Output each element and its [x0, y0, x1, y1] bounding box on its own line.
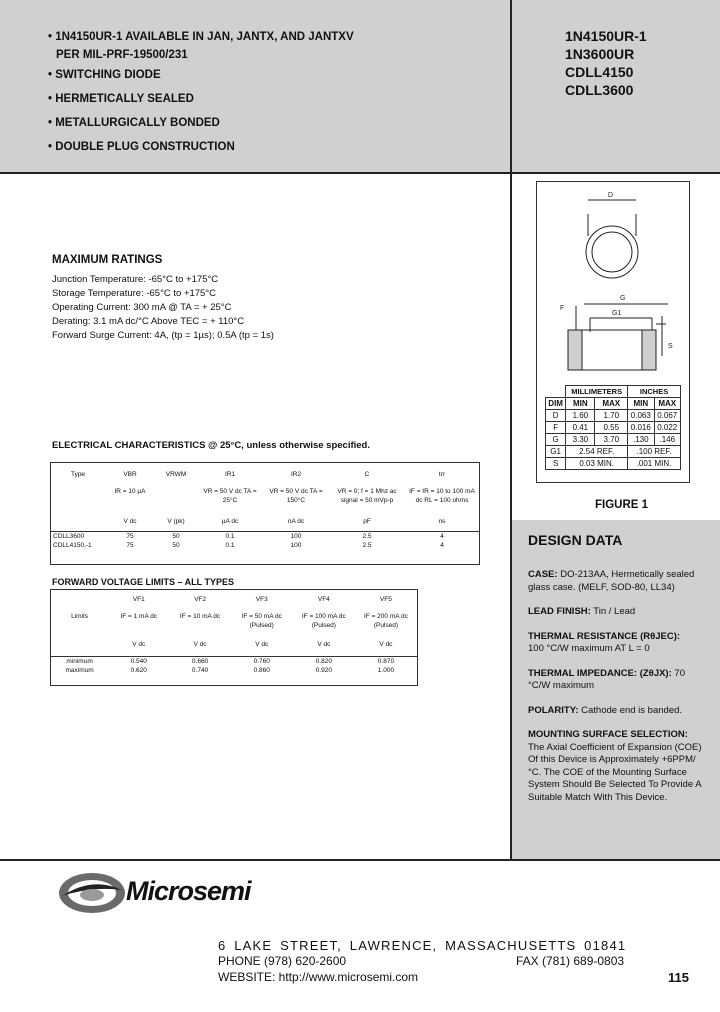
cell: 4 — [440, 532, 444, 540]
diode-end-view — [586, 226, 638, 278]
cell: 50 — [172, 532, 180, 540]
col-header: MAX — [595, 398, 628, 410]
col-header: VF1 — [132, 596, 145, 603]
forward-table — [51, 595, 417, 675]
col-header: trr — [438, 471, 446, 478]
rating-line: Operating Current: 300 mA @ TA = + 25°C — [52, 302, 232, 313]
cond-cell: IF = 100 mA dc (Pulsed) — [301, 613, 346, 629]
cell: F — [546, 422, 566, 434]
col-header: VF3 — [255, 596, 268, 603]
phone: PHONE (978) 620-2600 — [218, 954, 347, 968]
rating-line: Derating: 3.1 mA dc/°C Above TEC = + 110°C — [52, 316, 245, 327]
cond-cell: IF = IR = 10 to 100 mA dc RL = 100 ohms — [409, 488, 475, 504]
diode-end-cap — [568, 330, 582, 370]
design-item-mounting — [528, 729, 704, 804]
table-row — [51, 666, 417, 675]
table-row — [546, 398, 681, 410]
unit-cell: V dc — [123, 518, 137, 525]
table-row — [51, 604, 417, 634]
cell: .100 REF. — [628, 446, 681, 458]
cell: 0.016 — [628, 422, 654, 434]
cell: .146 — [654, 434, 680, 446]
cond-cell: VR = 50 V dc TA = 150°C — [269, 488, 323, 504]
footer-top-rule — [0, 859, 720, 861]
cell: 2.5 — [362, 532, 372, 540]
cell: 100 — [290, 532, 302, 540]
cond-cell: VR = 50 V dc TA = 25°C — [203, 488, 257, 504]
feature-item: • DOUBLE PLUG CONSTRUCTION — [48, 141, 235, 153]
table-row — [546, 458, 681, 470]
cell — [546, 386, 566, 398]
cond-cell: IR = 10 µA — [114, 488, 146, 495]
cond-cell — [51, 479, 105, 511]
cell: 2.54 REF. — [566, 446, 628, 458]
part-number: 1N3600UR — [565, 46, 635, 62]
part-number: 1N4150UR-1 — [565, 28, 647, 44]
group-header: INCHES — [628, 386, 681, 398]
electrical-table — [51, 470, 479, 550]
table-row — [546, 422, 681, 434]
design-label: THERMAL RESISTANCE (RθJEC): — [528, 630, 681, 642]
cond-cell — [155, 479, 197, 511]
cell: 2.5 — [362, 541, 372, 549]
table-row — [51, 470, 479, 479]
design-text: DO-213AA, Hermetically sealed glass case. (MELF, SOD-80, LL34) — [528, 569, 695, 593]
col-header: VRWM — [165, 471, 187, 478]
col-header — [51, 595, 108, 604]
col-header: MIN — [628, 398, 654, 410]
website[interactable]: WEBSITE: http://www.microsemi.com — [218, 970, 419, 984]
microsemi-logo-icon — [56, 868, 128, 918]
col-header: VF5 — [379, 596, 392, 603]
cell: 50 — [172, 541, 180, 549]
design-text: Cathode end is banded. — [581, 704, 683, 716]
col-header: VBR — [123, 471, 137, 478]
max-ratings-title: MAXIMUM RATINGS — [52, 254, 163, 266]
table-row — [546, 410, 681, 422]
feature-list — [48, 27, 498, 159]
cell: .130 — [628, 434, 654, 446]
design-label: CASE: — [528, 569, 558, 580]
unit-cell: ns — [438, 518, 446, 525]
cond-cell: Limits — [71, 613, 89, 620]
table-row — [51, 656, 417, 666]
design-text: 100 °C/W maximum AT L = 0 — [528, 643, 650, 654]
unit-cell: V dc — [193, 641, 207, 648]
cell: G1 — [546, 446, 566, 458]
design-item-lead-finish — [528, 606, 704, 619]
cell: minimum — [66, 657, 93, 665]
design-label: LEAD FINISH: — [528, 606, 591, 617]
label-s: S — [668, 343, 673, 350]
fax: FAX (781) 689-0803 — [516, 954, 625, 968]
group-header: MILLIMETERS — [566, 386, 628, 398]
design-item-thermal-resistance — [528, 631, 704, 656]
col-header: VF4 — [317, 596, 330, 603]
feature-item: • SWITCHING DIODE — [48, 69, 161, 81]
design-item-case — [528, 569, 704, 594]
cell: CDLL4150,-1 — [53, 541, 92, 549]
table-row — [51, 595, 417, 604]
cond-cell: IF = 50 mA dc (Pulsed) — [241, 613, 282, 629]
design-item-polarity — [528, 705, 704, 718]
rating-line: Storage Temperature: -65°C to +175°C — [52, 288, 217, 299]
table-row — [51, 634, 417, 656]
cell: 0.920 — [315, 666, 332, 674]
cell: 0.1 — [225, 532, 235, 540]
header-bottom-rule — [0, 172, 720, 174]
col-header: MIN — [566, 398, 595, 410]
part-number: CDLL3600 — [565, 82, 634, 98]
cell: 1.000 — [377, 666, 395, 674]
cell: 1.60 — [566, 410, 595, 422]
table-row — [51, 479, 479, 511]
rating-line: Junction Temperature: -65°C to +175°C — [52, 274, 219, 285]
rating-line: Forward Surge Current: 4A, (tp = 1µs); 0.5A (tp = 1s) — [52, 330, 274, 341]
cell: D — [546, 410, 566, 422]
design-item-thermal-impedance — [528, 668, 704, 693]
page-number: 115 — [668, 970, 689, 985]
cond-cell: IF = 10 mA dc — [179, 613, 221, 620]
cell: 4 — [440, 541, 444, 549]
cell: 0.620 — [130, 666, 147, 674]
cell: G — [546, 434, 566, 446]
cell: 0.022 — [654, 422, 680, 434]
cell: 0.03 MIN. — [566, 458, 628, 470]
cell: 0.1 — [225, 541, 235, 549]
cell: 3.70 — [595, 434, 628, 446]
table-row — [51, 541, 479, 550]
cell: 0.660 — [191, 657, 209, 665]
max-ratings-lines — [52, 273, 472, 343]
electrical-title: ELECTRICAL CHARACTERISTICS @ 25°C, unless otherwise specified. — [52, 440, 370, 451]
unit-cell: V dc — [255, 641, 269, 648]
table-row — [51, 511, 479, 531]
microsemi-logo-text: Microsemi — [126, 876, 251, 906]
feature-item: PER MIL-PRF-19500/231 — [56, 49, 188, 61]
design-text: Tin / Lead — [593, 606, 636, 617]
design-text: The Axial Coefficient of Expansion (COE) Of this Device is Approximately +6PPM/°C. The COE of the Mounting Surface System Should Be Selected To Provide A Suitable Match With This Device. — [528, 741, 702, 803]
unit-cell: nA dc — [287, 518, 305, 525]
col-header: C — [364, 471, 370, 478]
cell: 0.760 — [253, 657, 270, 665]
col-header: MAX — [654, 398, 680, 410]
unit-cell: V (pk) — [167, 518, 185, 525]
label-f: F — [560, 305, 565, 312]
feature-item: • METALLURGICALLY BONDED — [48, 117, 220, 129]
design-label: THERMAL IMPEDANCE: (ZθJX): — [528, 667, 672, 679]
cell: 100 — [290, 541, 302, 549]
cell: 0.41 — [566, 422, 595, 434]
address: 6 LAKE STREET, LAWRENCE, MASSACHUSETTS 01841 — [218, 938, 627, 953]
cell: 3.30 — [566, 434, 595, 446]
unit-cell: µA dc — [221, 518, 239, 525]
cell: S — [546, 458, 566, 470]
label-g: G — [620, 295, 626, 302]
col-header: IR1 — [224, 471, 236, 478]
cond-cell: VR = 0; f = 1 Mhz ac signal = 50 mVp-p — [337, 488, 397, 504]
cell: .001 MIN. — [628, 458, 681, 470]
col-header: VF2 — [194, 596, 206, 603]
unit-cell: V dc — [379, 641, 393, 648]
cell: maximum — [65, 666, 94, 674]
cell: 0.55 — [595, 422, 628, 434]
cell: 0.860 — [253, 666, 270, 674]
unit-cell — [51, 634, 108, 656]
design-label: MOUNTING SURFACE SELECTION: — [528, 729, 688, 740]
label-g1: G1 — [612, 310, 622, 317]
table-row — [51, 531, 479, 541]
unit-cell: pF — [363, 518, 371, 525]
cell: 0.067 — [654, 410, 680, 422]
dimension-table — [545, 385, 681, 470]
cell: 0.540 — [130, 657, 147, 665]
diode-end-cap — [642, 330, 656, 370]
cell: 0.820 — [315, 657, 332, 665]
cond-cell: IF = 200 mA dc (Pulsed) — [363, 613, 408, 629]
feature-item: • 1N4150UR-1 AVAILABLE IN JAN, JANTX, AND JANTXV — [48, 31, 354, 43]
unit-cell: V dc — [132, 641, 146, 648]
cell: 0.740 — [191, 666, 209, 674]
design-data-list — [528, 569, 704, 816]
col-header: DIM — [546, 398, 566, 410]
cell: 75 — [126, 541, 134, 549]
unit-cell — [51, 511, 105, 531]
diode-drawing — [540, 186, 688, 382]
part-number-list — [565, 27, 715, 99]
cell: CDLL3600 — [53, 532, 85, 540]
design-label: POLARITY: — [528, 704, 579, 716]
table-row — [546, 446, 681, 458]
design-data-title: DESIGN DATA — [528, 532, 623, 548]
cell: 0.063 — [628, 410, 654, 422]
label-d: D — [608, 192, 614, 199]
column-divider — [510, 0, 512, 860]
diode-end-inner — [592, 232, 632, 272]
table-row — [546, 434, 681, 446]
cell: 1.70 — [595, 410, 628, 422]
col-header: Type — [70, 471, 86, 478]
cell: 75 — [126, 532, 134, 540]
cond-cell: IF = 1 mA dc — [120, 613, 158, 620]
unit-cell: V dc — [317, 641, 331, 648]
col-header: IR2 — [290, 471, 302, 478]
design-text: 70 °C/W maximum — [528, 667, 685, 691]
table-row — [546, 386, 681, 398]
figure-caption: FIGURE 1 — [595, 499, 649, 511]
part-number: CDLL4150 — [565, 64, 634, 80]
cell: 0.870 — [377, 657, 395, 665]
forward-title: FORWARD VOLTAGE LIMITS – ALL TYPES — [52, 577, 235, 587]
feature-item: • HERMETICALLY SEALED — [48, 93, 194, 105]
